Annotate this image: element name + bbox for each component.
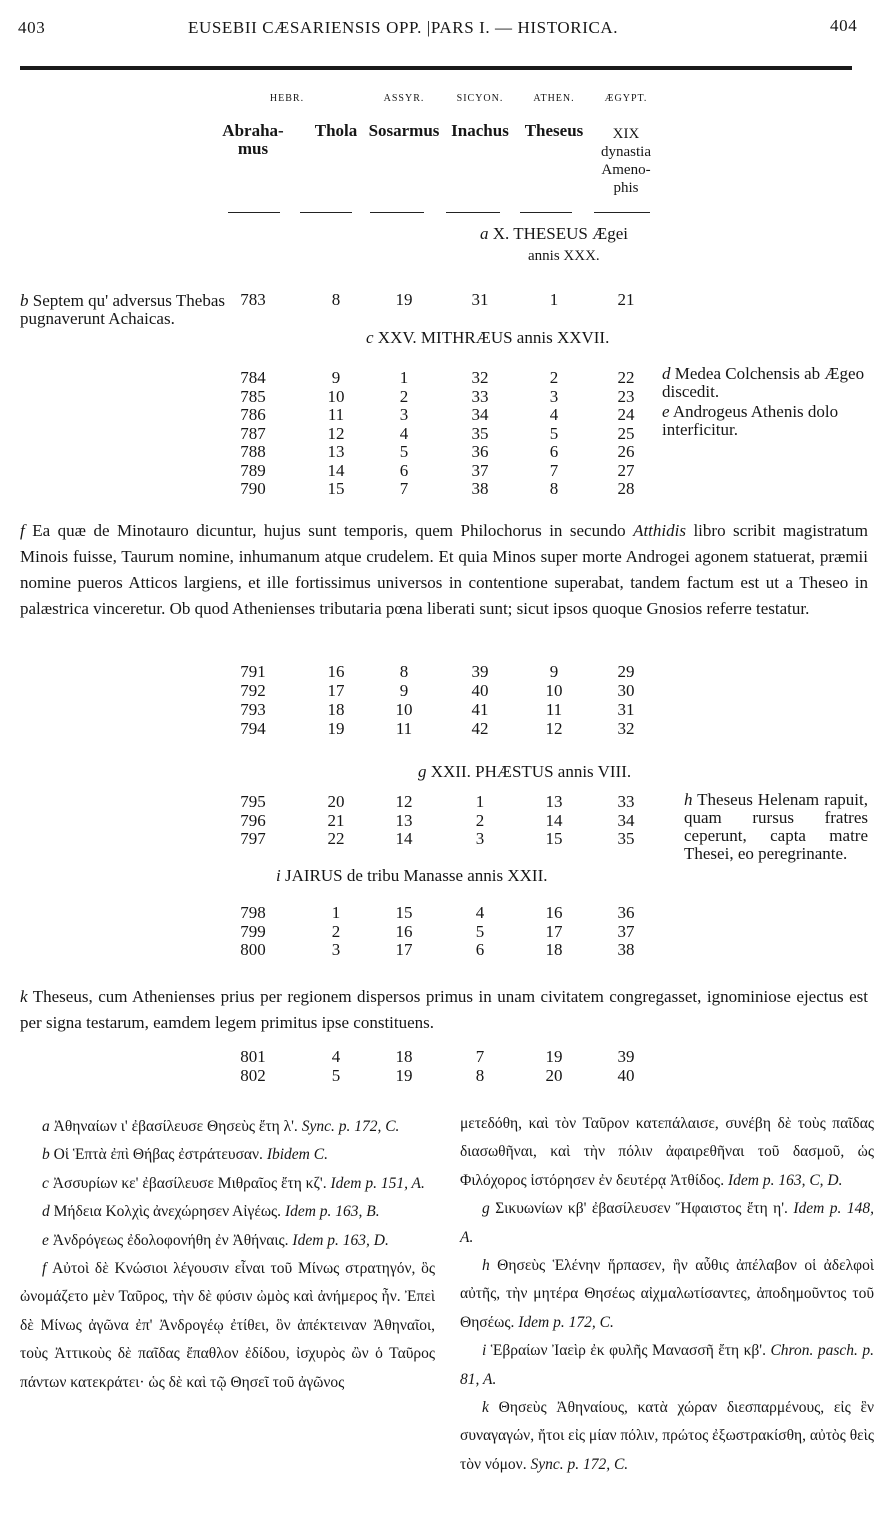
table-cell: 792 [240, 681, 266, 700]
side-note-text: Medea Colchensis ab Ægeo discedit. [662, 364, 865, 401]
table-cell: 8 [549, 479, 559, 498]
table-cell: 18 [545, 940, 563, 959]
greek-text: Ἀθηναίων ι' ἐβασίλευσε Θησεὺς ἔτη λ'. [53, 1118, 302, 1135]
greek-text: Θησεὺς Ἑλένην ἥρπασεν, ἣν αὖθις ἀπέλαβον οἱ ἀδελφοὶ αὐτῆς, τὴν μητέρα Θησέως αἰχμαλωτίσαντες, ἀποδημοῦντος τοῦ Θησέως. [460, 1257, 874, 1331]
table-cell: 799 [240, 921, 266, 941]
table-cell: 795 [240, 792, 266, 811]
greek-text: Μήδεια Κολχὶς ἀνεχώρησεν Αἰγέως. [53, 1203, 285, 1221]
table-cell: 19 [327, 719, 345, 738]
reign-heading-text: XXV. MITHRÆUS annis XXVII. [377, 328, 610, 347]
table-cell: 3 [475, 829, 485, 848]
table-cell: 9 [399, 681, 409, 700]
table-cell: 796 [240, 810, 266, 830]
reign-heading-a-line2: annis XXX. [528, 248, 600, 264]
paragraph-k [20, 984, 868, 1036]
table-cell: 783 [240, 290, 266, 309]
column-name: Thola [314, 121, 358, 140]
table-cell: 33 [471, 386, 489, 406]
table-cell: 35 [617, 829, 635, 848]
table-cell: 797 [240, 829, 266, 848]
table-cell: 790 [240, 479, 266, 498]
note-letter: e [42, 1231, 53, 1249]
table-cell: 29 [617, 662, 635, 681]
table-cell: 5 [475, 921, 485, 941]
table-cell: 6 [549, 442, 559, 461]
column-name: Abraha- mus [222, 121, 284, 158]
table-cell: 34 [471, 405, 489, 424]
paragraph-text: Ea quæ de Minotauro dicuntur, hujus sunt temporis, quem Philochorus in secundo [32, 521, 634, 540]
table-cell: 789 [240, 460, 266, 480]
note-letter: b [42, 1146, 54, 1164]
table-cell: 8 [399, 662, 409, 681]
greek-footnote [20, 1198, 435, 1226]
table-cell: 1 [399, 368, 409, 387]
table-cell: 12 [545, 719, 563, 738]
table-cell: 8 [475, 1065, 485, 1085]
table-cell: 30 [617, 681, 635, 700]
greek-reference: Idem p. 172, C. [518, 1313, 614, 1331]
table-cell: 14 [327, 460, 345, 480]
table-cell: 5 [549, 423, 559, 443]
side-note-d [662, 365, 868, 401]
page-number-right: 404 [830, 16, 858, 35]
column-name: Sosarmus [368, 121, 440, 140]
table-cell: 6 [399, 460, 409, 480]
table-cell: 27 [617, 460, 635, 480]
table-cell: 16 [327, 662, 345, 681]
note-letter: e [662, 402, 670, 421]
table-cell: 4 [331, 1047, 341, 1066]
table-cell: 10 [395, 700, 413, 719]
table-cell: 7 [399, 479, 409, 498]
table-cell: 19 [395, 1065, 413, 1085]
table-cell: 28 [617, 479, 635, 498]
table-cell: 19 [395, 290, 413, 309]
greek-reference: Idem p. 151, A. [330, 1174, 425, 1192]
table-cell: 37 [471, 460, 489, 480]
table-cell: 16 [545, 903, 563, 922]
table-cell: 35 [471, 423, 489, 443]
greek-text: Ἑβραίων Ἰαεὶρ ἐκ φυλῆς Μανασσῆ ἔτη κβ'. [490, 1342, 771, 1360]
table-cell: 3 [331, 940, 341, 959]
table-cell: 801 [240, 1047, 266, 1066]
greek-footnote [20, 1255, 435, 1397]
table-cell: 34 [617, 810, 635, 830]
column-dash [446, 212, 500, 213]
table-cell: 39 [471, 662, 489, 681]
note-letter: b [20, 291, 29, 310]
note-letter: i [276, 866, 281, 885]
table-cell: 12 [327, 423, 345, 443]
table-cell: 791 [240, 662, 266, 681]
greek-footnote [460, 1394, 874, 1479]
note-letter: d [662, 364, 671, 383]
greek-footnote [20, 1170, 435, 1198]
table-cell: 23 [617, 386, 635, 406]
greek-footnote [20, 1113, 435, 1141]
greek-reference: Idem p. 163, C, D. [727, 1171, 843, 1189]
reign-heading-g [418, 762, 631, 782]
table-cell: 21 [617, 290, 635, 309]
greek-footnote [460, 1195, 874, 1252]
table-cell: 25 [617, 423, 635, 443]
table-cell: 12 [395, 792, 413, 811]
greek-footnotes-right [460, 1110, 874, 1479]
table-cell: 1 [331, 903, 341, 922]
greek-text: Ἀσσυρίων κε' ἐβασίλευσε Μιθραῖος ἔτη κζ'. [52, 1174, 331, 1192]
table-cell: 32 [471, 368, 489, 387]
note-letter: k [20, 987, 28, 1006]
column-group-label: ASSYR. [383, 93, 425, 104]
table-cell: 37 [617, 921, 635, 941]
table-cell: 33 [617, 792, 635, 811]
table-cell: 14 [545, 810, 563, 830]
table-cell: 3 [549, 386, 559, 406]
table-cell: 32 [617, 719, 635, 738]
table-cell: 38 [471, 479, 489, 498]
table-cell: 1 [475, 792, 485, 811]
note-letter: a [480, 224, 489, 243]
greek-footnote [20, 1227, 435, 1255]
running-title: EUSEBII CÆSARIENSIS OPP. |PARS I. — HISTORICA. [188, 18, 619, 37]
note-letter: d [42, 1203, 54, 1221]
reign-heading-i [276, 866, 548, 886]
table-cell: 17 [545, 921, 563, 941]
table-cell: 6 [475, 940, 485, 959]
table-cell: 10 [545, 681, 563, 700]
column-group-label: ATHEN. [533, 93, 575, 104]
side-note-b [20, 292, 225, 328]
column-name: Theseus [524, 121, 584, 140]
table-cell: 8 [331, 290, 341, 309]
greek-footnote [20, 1141, 435, 1169]
table-cell: 20 [545, 1065, 563, 1085]
side-note-text: Theseus Helenam rapuit, quam rursus fratres ceperunt, capta matre Thesei, eo peregrinante. [684, 790, 868, 863]
table-cell: 16 [395, 921, 413, 941]
column-dash [300, 212, 352, 213]
table-cell: 39 [617, 1047, 635, 1066]
greek-footnotes-left [20, 1113, 435, 1397]
note-letter: f [42, 1260, 53, 1278]
table-cell: 9 [549, 662, 559, 681]
table-cell: 11 [395, 719, 413, 738]
column-group-label: HEBR. [269, 93, 305, 104]
table-cell: 802 [240, 1065, 266, 1085]
note-letter: h [684, 790, 693, 809]
header-rule [20, 66, 852, 70]
column-name: XIX dynastia Ameno- phis [601, 126, 651, 196]
table-cell: 787 [240, 423, 266, 443]
table-cell: 2 [475, 810, 485, 830]
table-cell: 20 [327, 792, 345, 811]
greek-text: Οἱ Ἑπτὰ ἐπὶ Θήβας ἐστράτευσαν. [53, 1146, 267, 1164]
table-cell: 2 [331, 921, 341, 941]
note-letter: k [482, 1399, 499, 1417]
column-group-label: ÆGYPT. [604, 93, 648, 104]
reign-heading-text: X. THESEUS Ægei [492, 224, 628, 243]
greek-reference: Ibidem C. [266, 1146, 328, 1164]
table-cell: 9 [331, 368, 341, 387]
table-cell: 22 [617, 368, 635, 387]
note-letter: f [20, 521, 25, 540]
column-dash [520, 212, 572, 213]
table-cell: 800 [240, 940, 266, 959]
table-cell: 22 [327, 829, 345, 848]
table-cell: 793 [240, 700, 266, 719]
table-cell: 11 [327, 405, 345, 424]
paragraph-text: libro scribit magistratum Minois fuisse, Taurum nomine, inhumanum atque crudelem. Et quia Minos super morte Androgei agonem statuerat, præmii nomine pueros Atticos largiens, et ille fortissimus universos in contentione superabat, tandem factum est ut a Theseo in palæstrica vinceretur. Ob quod Athenienses tributaria pœna liberati sunt; sicut ipsos quoque Gnosios referre testatur. [20, 521, 868, 618]
greek-footnote [460, 1337, 874, 1394]
table-cell: 41 [471, 700, 489, 719]
table-cell: 15 [395, 903, 413, 922]
reign-heading-text: JAIRUS de tribu Manasse annis XXII. [284, 866, 548, 885]
table-cell: 17 [327, 681, 345, 700]
note-letter: g [482, 1200, 496, 1218]
note-letter: g [418, 762, 427, 781]
column-dash [370, 212, 424, 213]
greek-reference: Idem p. 163, D. [292, 1231, 389, 1249]
greek-text: Ἀνδρόγεως ἐδολοφονήθη ἐν Ἀθήναις. [52, 1231, 293, 1249]
side-note-e [662, 403, 868, 439]
table-cell: 784 [240, 368, 266, 387]
table-cell: 13 [327, 442, 345, 461]
table-cell: 13 [395, 810, 413, 830]
column-group-label: SICYON. [456, 93, 504, 104]
greek-reference: Idem p. 163, B. [284, 1203, 380, 1221]
column-dash [228, 212, 280, 213]
table-cell: 798 [240, 903, 266, 922]
note-letter: c [366, 328, 374, 347]
table-cell: 19 [545, 1047, 563, 1066]
table-cell: 788 [240, 442, 266, 461]
table-cell: 26 [617, 442, 635, 461]
greek-reference: Idem p. 148, A. [460, 1200, 874, 1246]
table-cell: 5 [399, 442, 409, 461]
table-cell: 31 [471, 290, 489, 309]
paragraph-text: Theseus, cum Athenienses prius per regionem dispersos primus in unam civitatem congregasset, ignominiose ejectus est per signa testarum, eamdem legem primitus ipse constituens. [20, 987, 868, 1032]
side-note-text: Septem qu' adversus Thebas pugnaverunt Achaicas. [20, 291, 225, 328]
greek-reference: Sync. p. 172, C. [301, 1118, 400, 1135]
table-cell: 24 [617, 405, 635, 424]
table-cell: 31 [617, 700, 635, 719]
note-letter: c [42, 1174, 53, 1192]
reign-heading-text: XXII. PHÆSTUS annis VIII. [430, 762, 632, 781]
paragraph-f [20, 518, 868, 622]
table-cell: 4 [399, 423, 409, 443]
table-cell: 40 [617, 1065, 635, 1085]
table-cell: 7 [475, 1047, 485, 1066]
table-cell: 2 [549, 368, 559, 387]
greek-text: μετεδόθη, καὶ τὸν Ταῦρον κατεπάλαισε, συνέβη δὲ τοὺς παῖδας διασωθῆναι, καὶ τὴν πόλιν ἀφαιρεθῆναι τοῦ δασμοῦ, ὡς Φιλόχορος ἱστόρησεν ἐν δευτέρᾳ Ἀτθίδος. [460, 1115, 874, 1189]
table-cell: 13 [545, 792, 563, 811]
table-cell: 3 [399, 405, 409, 424]
table-cell: 4 [549, 405, 559, 424]
column-name: Inachus [451, 121, 509, 140]
greek-text: Σικυωνίων κβ' ἐβασίλευσεν Ἥφαιστος ἔτη η'. [495, 1200, 794, 1218]
greek-footnote [460, 1252, 874, 1337]
greek-reference: Chron. pasch. p. 81, A. [460, 1342, 874, 1388]
table-cell: 10 [327, 386, 345, 406]
greek-reference: Sync. p. 172, C. [530, 1455, 629, 1473]
table-cell: 2 [399, 386, 409, 406]
greek-footnote [460, 1110, 874, 1195]
table-cell: 21 [327, 810, 345, 830]
table-cell: 40 [471, 681, 489, 700]
note-letter: a [42, 1118, 54, 1135]
table-cell: 38 [617, 940, 635, 959]
table-cell: 11 [545, 700, 563, 719]
table-cell: 5 [331, 1065, 341, 1085]
greek-text: Θησεὺς Ἀθηναίους, κατὰ χώραν διεσπαρμένους, εἰς ἓν συναγαγών, ἤτοι εἰς μίαν πόλιν, πρώτος ἐξωστρακίσθη, αὐτὸς θεὶς τὸν νόμον. [460, 1399, 874, 1473]
reign-heading-a [480, 224, 628, 244]
table-cell: 1 [549, 290, 559, 309]
column-dash [594, 212, 650, 213]
page-number-left: 403 [18, 18, 46, 37]
table-cell: 7 [549, 460, 559, 480]
table-cell: 42 [471, 719, 489, 738]
table-cell: 15 [327, 479, 345, 498]
side-note-h [684, 791, 868, 863]
table-cell: 17 [395, 940, 413, 959]
note-letter: h [482, 1257, 498, 1275]
table-cell: 36 [471, 442, 489, 461]
table-cell: 786 [240, 405, 266, 424]
table-cell: 36 [617, 903, 635, 922]
table-cell: 18 [395, 1047, 413, 1066]
greek-text: Αὐτοὶ δὲ Κνώσιοι λέγουσιν εἶναι τοῦ Μίνως στρατηγόν, ὃς ὠνομάζετο μὲν Ταῦρος, τὴν δὲ φύσιν ὠμὸς καὶ ἀνήμερος ἦν. Ἐπεὶ δὲ Μίνως ἀγῶνα ἐπ' Ἀνδρογέῳ ἐτίθει, ὃν ἀπέκτειναν Ἀθηναῖοι, τοὺς Ἀττικοὺς δὲ παῖδας ἔπαθλον ἐδίδου, ἰσχυρὸς ὢν ὁ Ταῦρος πάντων κατεκράτει· ὡς δὲ καὶ τῷ Θησεῖ τοῦ ἀγῶνος [20, 1260, 436, 1391]
reign-heading-c [366, 328, 609, 348]
table-cell: 18 [327, 700, 345, 719]
table-cell: 15 [545, 829, 563, 848]
table-cell: 14 [395, 829, 413, 848]
note-letter: i [482, 1342, 491, 1360]
paragraph-italic: Atthidis [633, 521, 686, 540]
table-cell: 794 [240, 719, 266, 738]
side-note-text: Androgeus Athenis dolo interficitur. [662, 402, 839, 439]
table-cell: 785 [240, 386, 266, 406]
table-cell: 4 [475, 903, 485, 922]
